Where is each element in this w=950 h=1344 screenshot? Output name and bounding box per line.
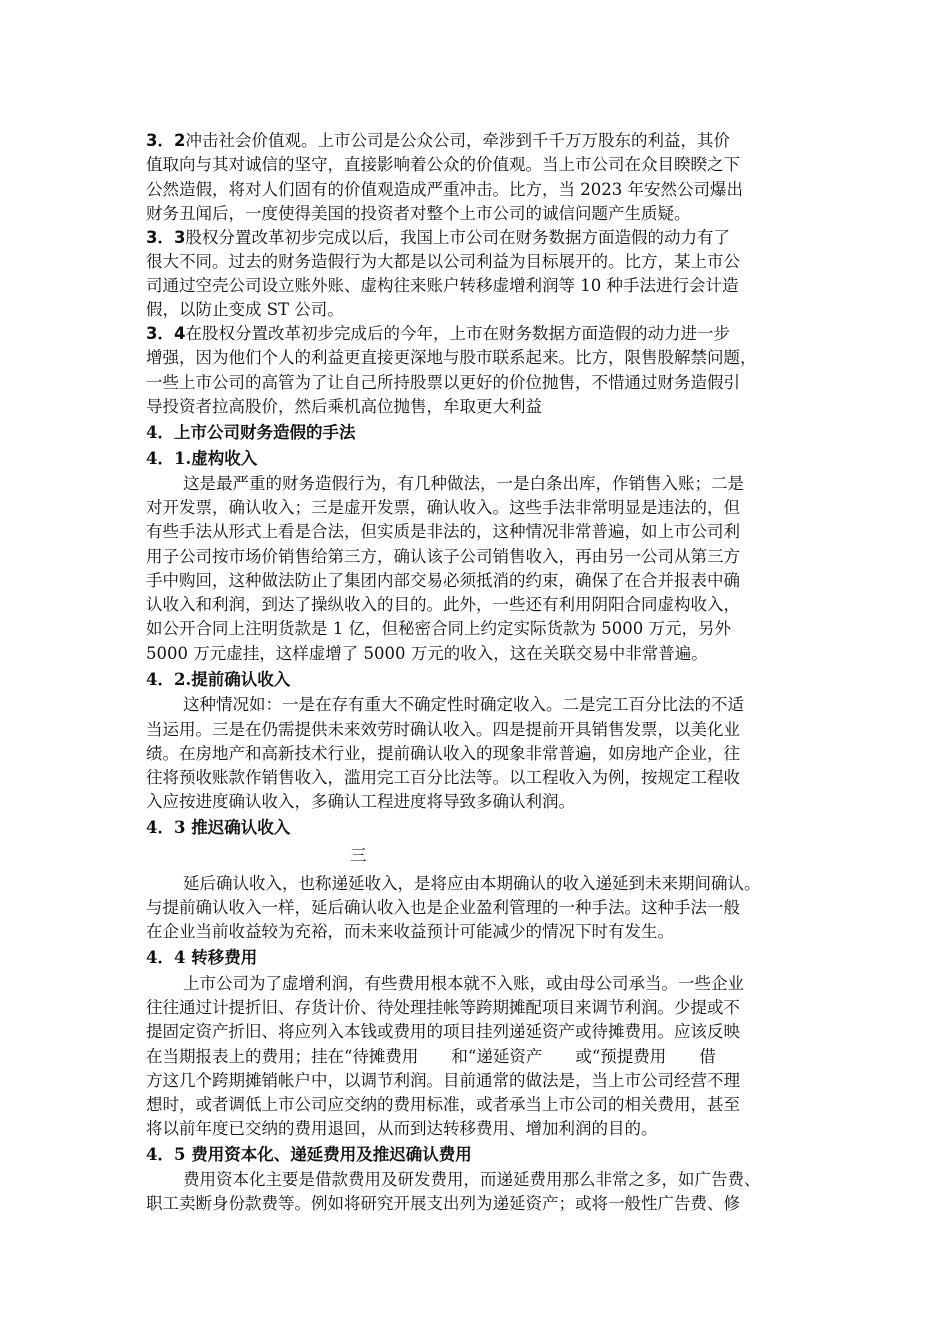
paragraph-line (146, 1093, 846, 1117)
line-text: 5000 万元虚挂，这样虚增了 5000 万元的收入，这在关联交易中非常普遍。 (146, 644, 708, 663)
line-text: 有些手法从形式上看是合法，但实质是非法的，这种情况非常普遍，如上市公司利 (146, 522, 740, 541)
line-text: 费用资本化主要是借款费用及研发费用，而递延费用那么非常之多，如广告费、 (183, 1170, 761, 1189)
paragraph-line (146, 1117, 846, 1141)
line-text: 往将预收账款作销售收入，滥用完工百分比法等。以工程收入为例，按规定工程收 (146, 768, 740, 787)
section-heading: 4．4 转移费用 (146, 948, 258, 967)
line-text: 增强，因为他们个人的利益更直接更深地与股市联系起来。比方，限售股解禁问题， (146, 348, 757, 367)
page-marker: 三 (350, 846, 367, 865)
line-text: 上市公司为了虚增利润，有些费用根本就不入账，或由母公司承当。一些企业 (183, 974, 744, 993)
line-text: 绩。在房地产和高新技术行业，提前确认收入的现象非常普遍，如房地产企业，往 (146, 744, 740, 763)
paragraph-line (146, 569, 846, 593)
paragraph-line (146, 322, 846, 346)
paragraph-line (146, 226, 846, 250)
line-text: 方这几个跨期摊销帐户中，以调节利润。目前通常的做法是，当上市公司经营不理 (146, 1071, 740, 1090)
section-heading: 4．5 费用资本化、递延费用及推迟确认费用 (146, 1145, 472, 1164)
section-heading: 4．1.虚构收入 (146, 449, 258, 468)
paragraph-line (146, 153, 846, 177)
line-text: 想时，或者调低上市公司应交纳的费用标准，或者承当上市公司的相关费用，甚至 (146, 1095, 740, 1114)
line-text: 假，以防止变成 ST 公司。 (146, 300, 344, 319)
paragraph-line (183, 693, 846, 717)
line-text: 职工卖断身份款费等。例如将研究开展支出列为递延资产；或将一般性广告费、修 (146, 1194, 740, 1213)
line-text: 用子公司按市场价销售给第三方，确认该子公司销售收入，再由另一公司从第三方 (146, 547, 740, 566)
line-text: 这种情况如：一是在存有重大不确定性时确定收入。二是完工百分比法的不适 (183, 695, 744, 714)
paragraph-line (146, 718, 846, 742)
line-text: 公然造假，将对人们固有的价值观造成严重冲击。比方，当 2023 年安然公司爆出 (146, 180, 743, 199)
paragraph-line (146, 996, 846, 1020)
line-text: 如公开合同上注明货款是 1 亿，但秘密合同上约定实际货款为 5000 万元，另外 (146, 619, 731, 638)
line-text: 手中购回，这种做法防止了集团内部交易必须抵消的约束，确保了在合并报表中确 (146, 571, 740, 590)
paragraph-line (146, 1192, 846, 1216)
paragraph-line (146, 371, 846, 395)
line-text: 很大不同。过去的财务造假行为大都是以公司利益为目标展开的。比方，某上市公 (146, 252, 740, 271)
section-heading: 4．2.提前确认收入 (146, 670, 291, 689)
line-text: 将以前年度已交纳的费用退回，从而到达转移费用、增加利润的目的。 (146, 1119, 658, 1138)
paragraph-line (146, 642, 846, 666)
paragraph-line (146, 920, 846, 944)
line-text: 提固定资产折旧、将应列入本钱或费用的项目挂列递延资产或待摊费用。应该反映 (146, 1022, 740, 1041)
paragraph-line (146, 298, 846, 322)
line-text: 导投资者拉高股价，然后乘机高位抛售，牟取更大利益 (146, 397, 542, 416)
section-heading: 4．3 推迟确认收入 (146, 818, 291, 837)
paragraph-line (146, 1020, 846, 1044)
paragraph-line (146, 250, 846, 274)
paragraph-line (146, 790, 846, 814)
paragraph-line (146, 520, 846, 544)
line-text: 入应按进度确认收入，多确认工程进度将导致多确认利润。 (146, 792, 575, 811)
paragraph-line (146, 395, 846, 419)
section-number: 3．2 (146, 131, 186, 150)
line-text: 这是最严重的财务造假行为，有几种做法，一是白条出库，作销售入账；二是 (183, 474, 744, 493)
line-text: 在股权分置改革初步完成后的今年，上市在财务数据方面造假的动力进一步 (185, 324, 730, 343)
section-heading: 4．上市公司财务造假的手法 (146, 423, 356, 442)
line-text: 股权分置改革初步完成以后，我国上市公司在财务数据方面造假的动力有了 (185, 228, 730, 247)
line-text: 冲击社会价值观。上市公司是公众公司，牵涉到千千万万股东的利益，其价 (185, 131, 730, 150)
line-text: 值取向与其对诚信的坚守，直接影响着公众的价值观。当上市公司在众目睽睽之下 (146, 155, 740, 174)
paragraph-line (146, 545, 846, 569)
paragraph-line (146, 129, 846, 153)
paragraph-line (146, 617, 846, 641)
line-text: 在当期报表上的费用；挂在“待摊费用 和“递延资产 或“预提费用 借 (146, 1047, 716, 1066)
line-text: 当运用。三是在仍需提供未来效劳时确认收入。四是提前开具销售发票，以美化业 (146, 720, 740, 739)
paragraph-line (183, 972, 846, 996)
line-text: 延后确认收入，也称递延收入，是将应由本期确认的收入递延到未来期间确认。 (183, 874, 761, 893)
paragraph-line (146, 1069, 846, 1093)
line-text: 司通过空壳公司设立账外账、虚构往来账户转移虚增利润等 10 种手法进行会计造 (146, 276, 739, 295)
paragraph-line (183, 1168, 846, 1192)
paragraph-line (146, 742, 846, 766)
paragraph-line (146, 202, 846, 226)
line-text: 往往通过计提折旧、存货计价、待处理挂帐等跨期摊配项目来调节利润。少提或不 (146, 998, 740, 1017)
paragraph-line (146, 1045, 846, 1069)
paragraph-line (146, 766, 846, 790)
line-text: 在企业当前收益较为充裕，而未来收益预计可能减少的情况下时有发生。 (146, 922, 674, 941)
line-text: 一些上市公司的高管为了让自己所持股票以更好的价位抛售，不惜通过财务造假引 (146, 373, 740, 392)
line-text: 对开发票，确认收入；三是虚开发票，确认收入。这些手法非常明显是违法的，但 (146, 498, 740, 517)
paragraph-line (146, 896, 846, 920)
section-number: 3．4 (146, 324, 186, 343)
paragraph-line (146, 274, 846, 298)
line-text: 与提前确认收入一样，延后确认收入也是企业盈利管理的一种手法。这种手法一般 (146, 898, 740, 917)
paragraph-line (146, 178, 846, 202)
paragraph-line (183, 472, 846, 496)
paragraph-line (146, 593, 846, 617)
paragraph-line (183, 872, 846, 896)
paragraph-line (146, 496, 846, 520)
paragraph-line (146, 346, 846, 370)
line-text: 财务丑闻后，一度使得美国的投资者对整个上市公司的诚信问题产生质疑。 (146, 204, 691, 223)
section-number: 3．3 (146, 228, 186, 247)
line-text: 认收入和利润，到达了操纵收入的目的。此外，一些还有利用阴阳合同虚构收入， (146, 595, 740, 614)
